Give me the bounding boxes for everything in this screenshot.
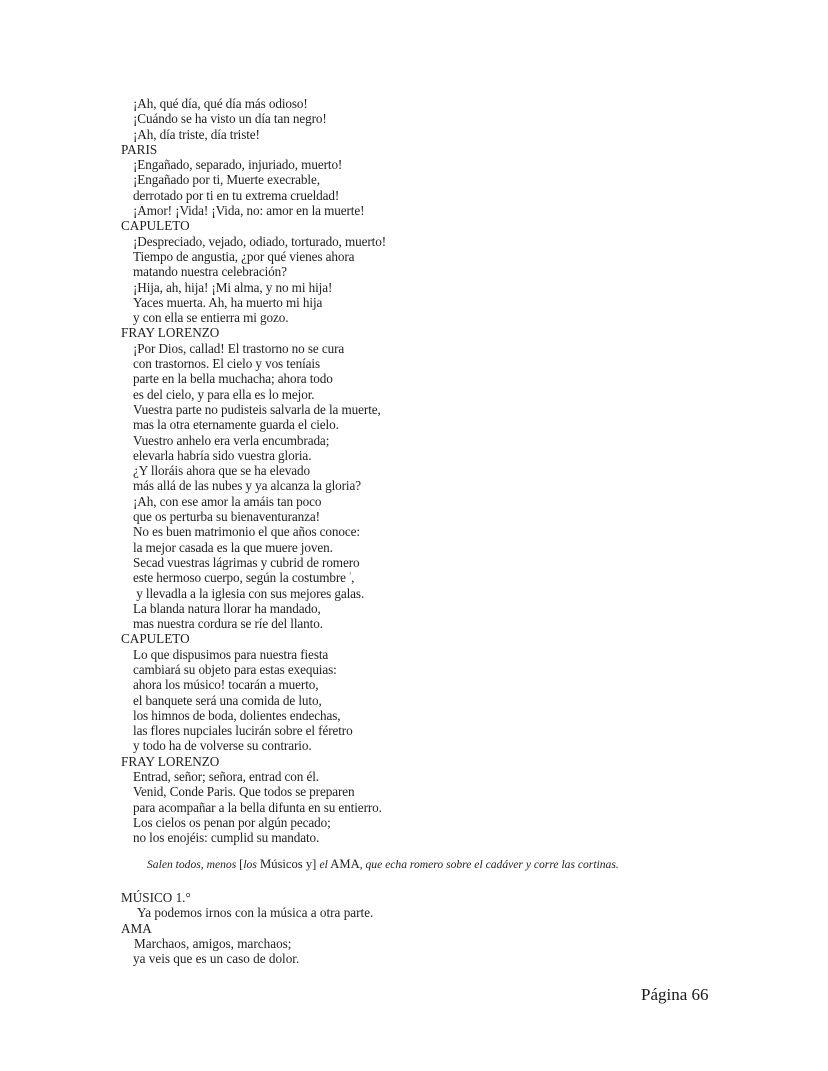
speech-ama: [121, 921, 641, 967]
verse-line: Tiempo de angustia, ¿por qué vienes ahora: [133, 248, 355, 264]
verse-punctuation: ,: [351, 570, 355, 586]
verse-line: derrotado por ti en tu extrema crueldad!: [133, 187, 340, 203]
verse-line: la mejor casada es la que muere joven.: [133, 539, 333, 555]
verse-line-with-footnote: [121, 570, 641, 585]
verse-line: ¡Engañado, separado, injuriado, muerto!: [133, 157, 343, 173]
verse-line: Lo que dispusimos para nuestra fiesta: [133, 646, 329, 662]
speaker-name: AMA: [121, 920, 152, 936]
stage-text: los: [243, 858, 257, 871]
verse-line: mas nuestra cordura se ríe del llanto.: [133, 616, 323, 632]
verse-line: ¡Amor! ¡Vida! ¡Vida, no: amor en la muerte!: [133, 203, 365, 219]
verse-text: este hermoso cuerpo, según la costumbre: [133, 570, 346, 586]
verse-line: mas la otra eternamente guarda el cielo.: [133, 417, 339, 433]
stage-direction: [147, 857, 619, 872]
speech-capuleto-1: [121, 218, 641, 325]
stage-text: el: [319, 858, 328, 871]
verse-line: Los cielos os penan por algún pecado;: [133, 814, 331, 830]
verse-line: las flores nupciales lucirán sobre el féretro: [133, 723, 353, 739]
verse-line: ¿Y lloráis ahora que se ha elevado: [133, 463, 310, 479]
stage-text: , que echa romero sobre el cadáver y corre las cortinas.: [359, 858, 619, 871]
verse-line: y todo ha de volverse su contrario.: [133, 738, 312, 754]
verse-line: No es buen matrimonio el que años conoce:: [133, 524, 360, 540]
verse-line: Vuestro anhelo era verla encumbrada;: [133, 432, 330, 448]
verse-line: es del cielo, y para ella es lo mejor.: [133, 386, 315, 402]
stage-text: Músicos y]: [256, 857, 320, 871]
verse-line: elevarla habría sido vuestra gloria.: [133, 447, 312, 463]
verse-line: La blanda natura llorar ha mandado,: [133, 600, 321, 616]
verse-line: Venid, Conde Paris. Que todos se preparen: [133, 784, 355, 800]
verse-line: los himnos de boda, dolientes endechas,: [133, 707, 341, 723]
verse-line: Vuestra parte no pudisteis salvarla de la muerte,: [133, 401, 381, 417]
verse-line: y con ella se entierra mi gozo.: [133, 310, 289, 326]
verse-line: con trastornos. El cielo y vos teníais: [133, 356, 321, 372]
verse-line: parte en la bella muchacha; ahora todo: [133, 371, 333, 387]
page-number: Página 66: [641, 985, 709, 1004]
verse-line: cambiará su objeto para estas exequias:: [133, 661, 337, 677]
verse-line: más allá de las nubes y ya alcanza la gloria?: [133, 478, 362, 494]
verse-line: ¡Ah, qué día, qué día más odioso!: [133, 96, 308, 111]
speaker-name: CAPULETO: [121, 631, 190, 647]
stage-text: Salen todos, menos: [147, 858, 240, 871]
verse-line: ¡Por Dios, callad! El trastorno no se cura: [133, 340, 345, 356]
footnote-marker[interactable]: ¹: [349, 570, 352, 579]
verse-line: ¡Engañado por ti, Muerte execrable,: [133, 172, 320, 188]
verse-line: que os perturba su bienaventuranza!: [133, 509, 320, 525]
verse-line: el banquete será una comida de luto,: [133, 692, 322, 708]
verse-line: Marchaos, amigos, marchaos;: [134, 935, 292, 951]
speaker-name: PARIS: [121, 141, 158, 157]
verse-line: para acompañar a la bella difunta en su entierro.: [133, 799, 382, 815]
speech-fray-lorenzo-2: [121, 754, 641, 846]
verse-line: ya veis que es un caso de dolor.: [133, 951, 300, 967]
verse-line: Secad vuestras lágrimas y cubrid de romero: [133, 554, 360, 570]
speech-capuleto-2: [121, 631, 641, 753]
verse-line: ¡Despreciado, vejado, odiado, torturado, muerto!: [133, 233, 387, 249]
closing-dialogue: [121, 890, 641, 966]
stage-text: [: [239, 857, 244, 871]
verse-line: Yaces muerta. Ah, ha muerto mi hija: [133, 294, 323, 310]
speaker-name: MÚSICO 1.°: [121, 890, 191, 905]
verse-line: ahora los músico! tocarán a muerto,: [133, 677, 319, 693]
verse-line: ¡Ah, con ese amor la amáis tan poco: [133, 493, 322, 509]
speaker-name: FRAY LORENZO: [121, 325, 220, 341]
verse-line: ¡Ah, día triste, día triste!: [133, 126, 260, 142]
speech-paris: [121, 142, 641, 218]
stage-text: AMA: [327, 857, 360, 871]
verse-line: no los enojéis: cumplid su mandato.: [133, 830, 320, 846]
verse-line: ¡Hija, ah, hija! ¡Mi alma, y no mi hija!: [133, 279, 333, 295]
verse-line: ¡Cuándo se ha visto un día tan negro!: [133, 111, 327, 127]
verse-line: y llevadla a la iglesia con sus mejores galas.: [133, 585, 365, 601]
verse-line: Ya podemos irnos con la música a otra parte.: [137, 905, 374, 921]
speaker-name: CAPULETO: [121, 218, 190, 234]
speaker-name: FRAY LORENZO: [121, 753, 220, 769]
speech-fray-lorenzo-1: [121, 325, 641, 631]
opening-speech: [121, 96, 641, 142]
verse-line: matando nuestra celebración?: [133, 264, 287, 280]
speech-musico: [121, 890, 641, 921]
verse-line: Entrad, señor; señora, entrad con él.: [133, 769, 319, 785]
dialogue-block: [121, 96, 641, 846]
